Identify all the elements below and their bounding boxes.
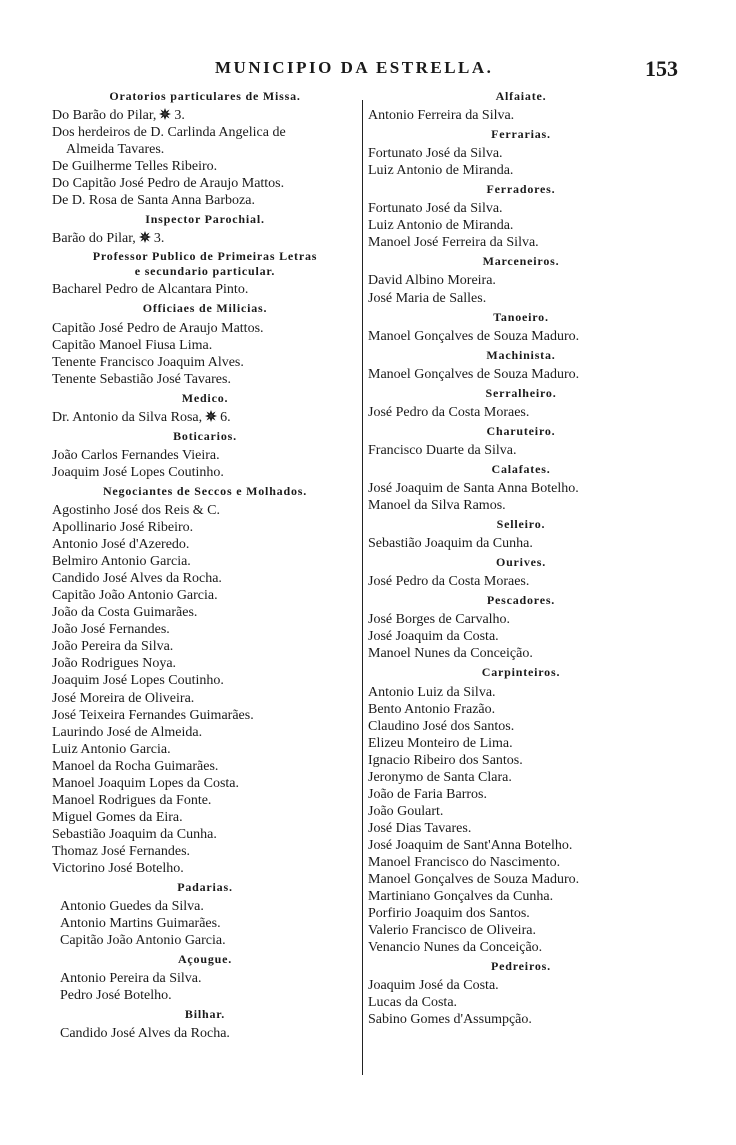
section-heading xyxy=(368,181,674,198)
list-item: Ignacio Ribeiro dos Santos. xyxy=(368,752,523,768)
right-column xyxy=(368,86,674,1028)
page-number: 153 xyxy=(645,56,678,81)
list-item: Manoel Gonçalves de Souza Maduro. xyxy=(368,366,580,382)
section-heading xyxy=(52,300,358,317)
list-item: José Joaquim de Santa Anna Botelho. xyxy=(368,480,579,496)
section-heading xyxy=(368,516,674,533)
list-item: José Moreira de Oliveira. xyxy=(52,690,195,706)
section-acougue xyxy=(52,951,358,1004)
section-heading-line: Professor Publico de Primeiras Letras xyxy=(92,249,318,264)
section-heading-line: Pescadores. xyxy=(486,593,556,608)
section-heading xyxy=(52,390,358,407)
list-item: Luiz Antonio Garcia. xyxy=(52,741,171,757)
section-heading-line: Bilhar. xyxy=(184,1007,226,1022)
section-heading xyxy=(368,554,674,571)
page-title: MUNICIPIO DA ESTRELLA. xyxy=(215,58,494,77)
section-heading xyxy=(368,88,674,105)
list-item: David Albino Moreira. xyxy=(368,273,496,289)
list-item: Venancio Nunes da Conceição. xyxy=(368,940,543,956)
list-item: Thomaz José Fernandes. xyxy=(52,843,191,859)
section-heading-line: Ourives. xyxy=(495,555,547,570)
section-oratorios-particulares-de-missa xyxy=(52,88,358,209)
list-item: Martiniano Gonçalves da Cunha. xyxy=(368,889,554,905)
list-item: Antonio Martins Guimarães. xyxy=(60,916,221,932)
section-pedreiros xyxy=(368,958,674,1028)
section-heading-line: Padarias. xyxy=(177,880,233,895)
entry-number: 6. xyxy=(220,409,231,425)
list-item: João Goulart. xyxy=(368,803,444,819)
section-heading-line: Ferrarias. xyxy=(491,127,551,142)
list-item: Elizeu Monteiro de Lima. xyxy=(368,735,513,751)
section-professor-publico-de-primeiras-letras xyxy=(52,249,358,298)
list-item: José Borges de Carvalho. xyxy=(368,612,511,628)
list-item: Antonio José d'Azeredo. xyxy=(52,537,190,553)
entry-number: 3. xyxy=(153,231,165,247)
list-item xyxy=(52,230,358,247)
entry-name: Do Barão do Pilar, xyxy=(52,108,157,124)
section-ferrarias xyxy=(368,126,674,179)
entry-name: Dr. Antonio da Silva Rosa, xyxy=(52,409,203,425)
section-heading xyxy=(368,309,674,326)
list-item: De Guilherme Telles Ribeiro. xyxy=(52,159,218,175)
order-cross-icon xyxy=(159,108,171,120)
section-medico xyxy=(52,390,358,426)
section-heading xyxy=(52,428,358,445)
section-serralheiro xyxy=(368,385,674,421)
list-item: João Pereira da Silva. xyxy=(52,639,174,655)
list-item: Luiz Antonio de Miranda. xyxy=(368,218,514,234)
list-item: Fortunato José da Silva. xyxy=(368,201,503,217)
entry-number: 3. xyxy=(174,108,185,124)
list-item: Tenente Sebastião José Tavares. xyxy=(52,371,231,387)
list-item: José Maria de Salles. xyxy=(368,290,487,306)
section-heading xyxy=(52,483,358,500)
list-item: Victorino José Botelho. xyxy=(52,860,184,876)
list-item: Manoel Gonçalves de Souza Maduro. xyxy=(368,328,580,344)
section-heading xyxy=(368,385,674,402)
section-machinista xyxy=(368,347,674,383)
section-heading xyxy=(52,211,358,228)
section-heading xyxy=(52,879,358,896)
section-heading-line: Medico. xyxy=(181,390,229,405)
section-heading-line: Tanoeiro. xyxy=(493,309,549,324)
list-item: Belmiro Antonio Garcia. xyxy=(52,554,191,570)
section-heading-line: Officiaes de Milicias. xyxy=(142,301,268,316)
list-item: Luiz Antonio de Miranda. xyxy=(368,163,514,179)
section-heading-line: Calafates. xyxy=(491,461,551,476)
section-alfaiate xyxy=(368,88,674,124)
list-item: Sebastião Joaquim da Cunha. xyxy=(368,536,533,552)
list-item: Manoel Rodrigues da Fonte. xyxy=(52,792,212,808)
order-cross-icon xyxy=(205,410,217,422)
left-column xyxy=(52,86,358,1042)
list-item: Joaquim José Lopes Coutinho. xyxy=(52,464,224,480)
list-item: Joaquim José Lopes Coutinho. xyxy=(52,673,224,689)
section-officiaes-de-milicias xyxy=(52,300,358,387)
list-item: Manoel Gonçalves de Souza Maduro. xyxy=(368,872,580,888)
list-item: José Joaquim da Costa. xyxy=(368,629,499,645)
section-bilhar xyxy=(52,1006,358,1042)
section-heading xyxy=(52,249,358,279)
section-ferradores xyxy=(368,181,674,251)
list-item: Manoel da Silva Ramos. xyxy=(368,498,506,514)
list-item: Bacharel Pedro de Alcantara Pinto. xyxy=(52,282,249,298)
list-item: Antonio Luiz da Silva. xyxy=(368,684,496,700)
section-carpinteiros xyxy=(368,664,674,956)
list-item: Manoel Nunes da Conceição. xyxy=(368,646,533,662)
section-marceneiros xyxy=(368,253,674,306)
section-charuteiro xyxy=(368,423,674,459)
list-item: Manoel da Rocha Guimarães. xyxy=(52,758,219,774)
section-heading-line: Boticarios. xyxy=(173,428,237,443)
list-item: Manoel José Ferreira da Silva. xyxy=(368,235,539,251)
section-heading xyxy=(52,88,358,105)
section-padarias xyxy=(52,879,358,949)
list-item: Porfirio Joaquim dos Santos. xyxy=(368,906,530,922)
list-item: Manoel Francisco do Nascimento. xyxy=(368,854,561,870)
section-tanoeiro xyxy=(368,309,674,345)
section-heading xyxy=(368,664,674,681)
section-heading-line: Oratorios particulares de Missa. xyxy=(109,89,301,103)
list-item: Apollinario José Ribeiro. xyxy=(52,520,194,536)
list-item: Jeronymo de Santa Clara. xyxy=(368,769,512,785)
section-inspector-parochial xyxy=(52,211,358,247)
column-divider xyxy=(362,100,363,1075)
order-cross-icon xyxy=(139,231,151,243)
section-heading xyxy=(368,253,674,270)
list-item: Joaquim José da Costa. xyxy=(368,978,499,994)
section-heading-line: Alfaiate. xyxy=(495,89,547,103)
section-heading-line: Ferradores. xyxy=(486,182,556,197)
list-item: Antonio Guedes da Silva. xyxy=(60,899,204,915)
list-item xyxy=(52,107,358,124)
list-item: Agostinho José dos Reis & C. xyxy=(52,502,221,518)
section-calafates xyxy=(368,461,674,514)
list-item: Fortunato José da Silva. xyxy=(368,146,503,162)
list-item: Antonio Ferreira da Silva. xyxy=(368,108,515,124)
section-heading-line: e secundario particular. xyxy=(134,264,276,279)
list-item: João Carlos Fernandes Vieira. xyxy=(52,447,220,463)
list-item: Candido José Alves da Rocha. xyxy=(60,1026,230,1042)
section-heading xyxy=(368,958,674,975)
list-item: Capitão João Antonio Garcia. xyxy=(52,588,218,604)
list-item: Pedro José Botelho. xyxy=(60,988,172,1004)
list-item-continuation: Almeida Tavares. xyxy=(66,142,165,158)
section-selleiro xyxy=(368,516,674,552)
list-item: João José Fernandes. xyxy=(52,622,170,638)
section-heading-line: Serralheiro. xyxy=(485,385,557,400)
list-item: Claudino José dos Santos. xyxy=(368,718,515,734)
section-heading xyxy=(368,461,674,478)
list-item: Antonio Pereira da Silva. xyxy=(60,971,202,987)
list-item: De D. Rosa de Santa Anna Barboza. xyxy=(52,193,255,209)
page-header xyxy=(0,58,736,86)
list-item: Do Capitão José Pedro de Araujo Mattos. xyxy=(52,176,285,192)
section-heading-line: Charuteiro. xyxy=(486,423,556,438)
list-item: Laurindo José de Almeida. xyxy=(52,724,203,740)
list-item: Capitão João Antonio Garcia. xyxy=(60,933,226,949)
list-item: Valerio Francisco de Oliveira. xyxy=(368,923,536,939)
section-negociantes-de-seccos-e-molhados xyxy=(52,483,358,877)
list-item: Capitão Manoel Fiusa Lima. xyxy=(52,337,213,353)
list-item: Sabino Gomes d'Assumpção. xyxy=(368,1012,532,1028)
section-heading xyxy=(368,592,674,609)
list-item: Candido José Alves da Rocha. xyxy=(52,571,222,587)
list-item: Capitão José Pedro de Araujo Mattos. xyxy=(52,320,264,336)
section-heading xyxy=(368,126,674,143)
list-item: João da Costa Guimarães. xyxy=(52,605,198,621)
list-item: João Rodrigues Noya. xyxy=(52,656,177,672)
list-item: Miguel Gomes da Eira. xyxy=(52,809,183,825)
section-heading-line: Marceneiros. xyxy=(482,254,560,269)
list-item: Lucas da Costa. xyxy=(368,995,458,1011)
list-item: Manoel Joaquim Lopes da Costa. xyxy=(52,775,240,791)
section-heading xyxy=(52,1006,358,1023)
list-item: José Pedro da Costa Moraes. xyxy=(368,574,530,590)
list-item: José Joaquim de Sant'Anna Botelho. xyxy=(368,837,573,853)
list-item: João de Faria Barros. xyxy=(368,786,487,802)
section-heading-line: Selleiro. xyxy=(496,517,546,532)
section-heading xyxy=(52,951,358,968)
list-item: José Dias Tavares. xyxy=(368,820,472,836)
list-item: José Teixeira Fernandes Guimarães. xyxy=(52,707,254,723)
section-boticarios xyxy=(52,428,358,481)
section-heading xyxy=(368,347,674,364)
section-heading-line: Pedreiros. xyxy=(491,959,551,974)
list-item: José Pedro da Costa Moraes. xyxy=(368,404,530,420)
section-ourives xyxy=(368,554,674,590)
section-heading xyxy=(368,423,674,440)
section-heading-line: Machinista. xyxy=(486,347,556,362)
list-item xyxy=(52,409,358,426)
entry-name: Barão do Pilar, xyxy=(52,231,136,247)
list-item: Tenente Francisco Joaquim Alves. xyxy=(52,354,244,370)
section-heading-line: Carpinteiros. xyxy=(481,665,561,680)
list-item: Francisco Duarte da Silva. xyxy=(368,442,517,458)
section-pescadores xyxy=(368,592,674,662)
section-heading-line: Inspector Parochial. xyxy=(145,212,265,227)
section-heading-line: Açougue. xyxy=(177,952,233,967)
list-item: Sebastião Joaquim da Cunha. xyxy=(52,826,217,842)
list-item: Bento Antonio Frazão. xyxy=(368,701,496,717)
list-item: Dos herdeiros de D. Carlinda Angelica de xyxy=(52,125,286,141)
section-heading-line: Negociantes de Seccos e Molhados. xyxy=(102,483,308,498)
